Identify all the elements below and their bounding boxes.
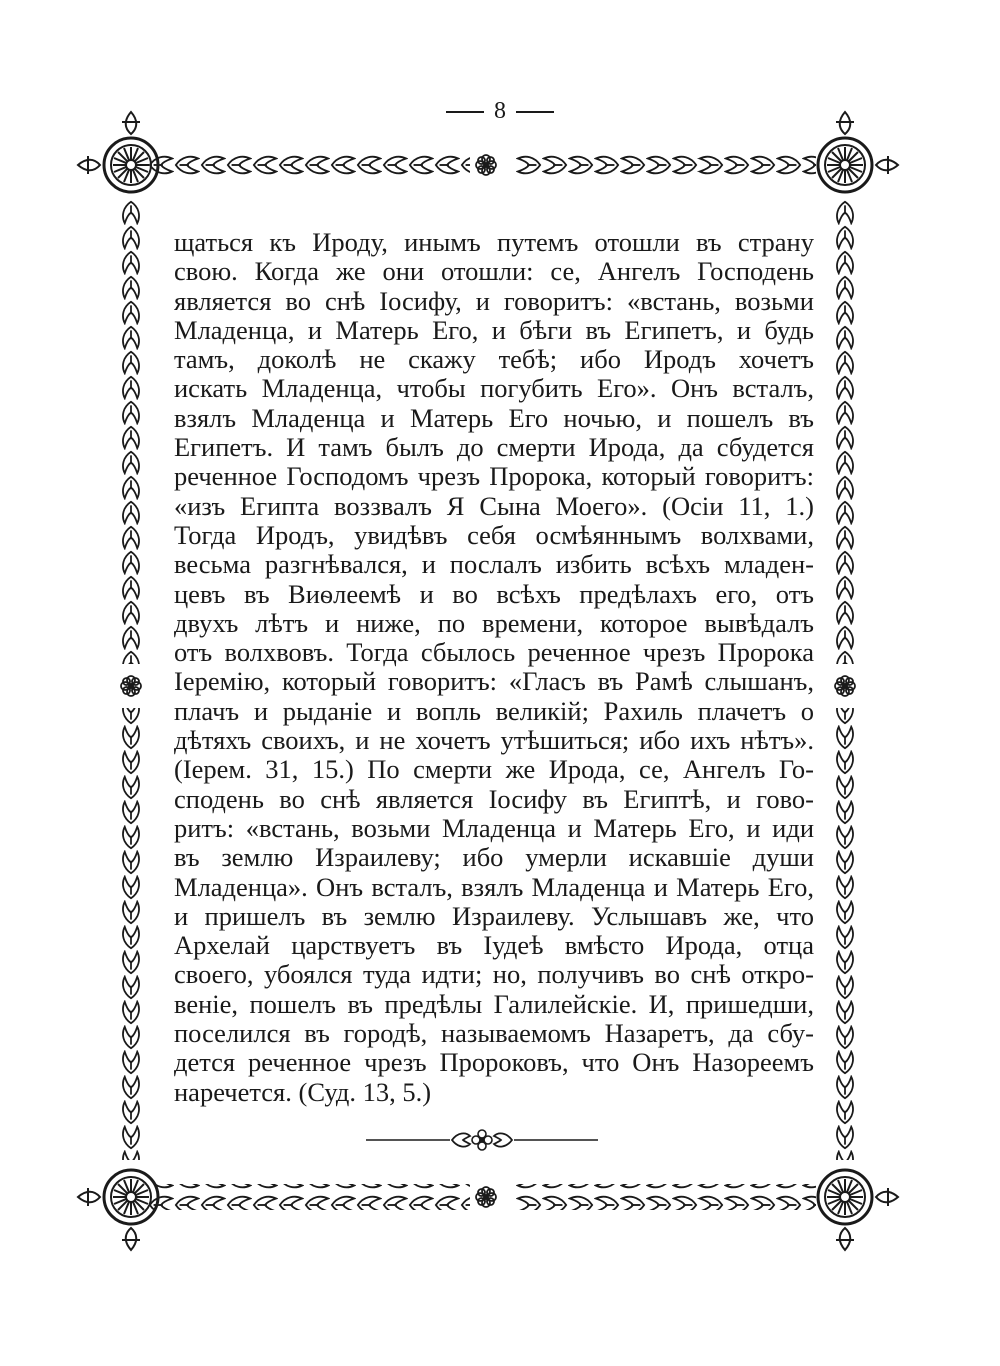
- bottom-right-finial-icon: [836, 1228, 854, 1250]
- top-left-leaf-band: [148, 152, 470, 178]
- bottom-right-leaf-band: [516, 1184, 816, 1210]
- text-line: Младенца». Онъ всталъ, взялъ Младенца и Матерь Его,: [174, 871, 814, 902]
- text-line: Архелай царствуетъ въ Іудеѣ вмѣсто Ирода, отца: [174, 930, 814, 961]
- right-upper-leaf-band: [832, 200, 858, 664]
- text-line: веніе, пошелъ въ предѣлы Галилейскіе. И, пришедши,: [174, 988, 814, 1019]
- top-right-side-finial-icon: [876, 156, 898, 174]
- text-line: «изъ Египта воззвалъ Я Сына Моего». (Осіи 11, 1.): [174, 490, 814, 521]
- text-line: Младенца, и Матерь Его, и бѣги въ Египетъ, и будь: [174, 314, 814, 345]
- top-left-side-finial-icon: [78, 156, 100, 174]
- text-line: дѣтяхъ своихъ, и не хочетъ утѣшиться; ибо ихъ нѣтъ».: [174, 725, 814, 756]
- right-middle-flower-icon: [835, 676, 855, 696]
- bottom-right-rosette-icon: [818, 1170, 872, 1224]
- end-ornament-rule: [366, 1126, 598, 1154]
- text-line: (Іерем. 31, 15.) По смерти же Ирода, се, Ангелъ Го-: [174, 754, 814, 785]
- top-right-finial-icon: [836, 112, 854, 134]
- text-line: взялъ Младенца и Матерь Его ночью, и пошелъ въ: [174, 402, 814, 433]
- text-line: плачъ и рыданіе и вопль великій; Рахиль плачетъ о: [174, 695, 814, 726]
- text-line: искать Младенца, чтобы погубить Его». Онъ всталъ,: [174, 373, 814, 404]
- top-left-finial-icon: [122, 112, 140, 134]
- top-center-flower-icon: [476, 155, 496, 175]
- text-line: Тогда Иродъ, увидѣвъ себя осмѣяннымъ волхвами,: [174, 519, 814, 550]
- bottom-center-flower-icon: [476, 1187, 496, 1207]
- text-line: наречется. (Суд. 13, 5.): [174, 1076, 432, 1107]
- left-lower-leaf-band: [118, 708, 144, 1160]
- page-body-text: [174, 228, 814, 1107]
- text-line: отъ волхвовъ. Тогда сбылось реченное чрезъ Пророка: [174, 637, 814, 668]
- page-number: 8: [494, 98, 506, 124]
- text-line: тамъ, доколѣ не скажу тебѣ; ибо Иродъ хочетъ: [174, 344, 814, 375]
- text-line: сподень во снѣ является Іосифу въ Египтѣ, и гово-: [174, 783, 814, 814]
- text-line: является во снѣ Іосифу, и говоритъ: «встань, возьми: [174, 285, 814, 316]
- text-line: двухъ лѣтъ и ниже, по времени, которое вывѣдалъ: [174, 607, 814, 638]
- text-line: Египетъ. И тамъ былъ до смерти Ирода, да сбудется: [174, 432, 814, 463]
- text-line: весьма разгнѣвался, и послалъ избить всѣхъ младен-: [174, 549, 814, 580]
- bottom-left-finial-icon: [122, 1228, 140, 1250]
- text-line: реченное Господомъ чрезъ Пророка, который говоритъ:: [174, 461, 814, 492]
- top-right-rosette-icon: [818, 138, 872, 192]
- text-line: дется реченное чрезъ Пророковъ, что Онъ Назореемъ: [174, 1047, 814, 1078]
- bottom-right-side-finial-icon: [876, 1188, 898, 1206]
- text-line: въ землю Израилеву; ибо умерли искавшіе души: [174, 842, 814, 873]
- text-line: Іеремію, который говоритъ: «Гласъ въ Рамѣ слышанъ,: [174, 666, 814, 697]
- text-line: поселился въ городѣ, называемомъ Назаретъ, да сбу-: [174, 1018, 814, 1049]
- right-lower-leaf-band: [832, 708, 858, 1160]
- text-line: ритъ: «встань, возьми Младенца и Матерь Его, и иди: [174, 812, 814, 843]
- text-line: свою. Когда же они отошли: се, Ангелъ Господень: [174, 256, 814, 287]
- text-line: своего, убоялся туда идти; но, получивъ во снѣ откро-: [174, 959, 814, 990]
- top-right-leaf-band: [516, 152, 816, 178]
- bottom-left-leaf-band: [148, 1184, 470, 1210]
- text-line: щаться къ Ироду, инымъ путемъ отошли въ страну: [174, 227, 814, 257]
- left-middle-flower-icon: [121, 676, 141, 696]
- text-line: цевъ въ Виѳлеемѣ и во всѣхъ предѣлахъ его, отъ: [174, 578, 814, 609]
- bottom-left-side-finial-icon: [78, 1188, 100, 1206]
- text-line: и пришелъ въ землю Израилеву. Услышавъ же, что: [174, 900, 814, 931]
- left-upper-leaf-band: [118, 200, 144, 664]
